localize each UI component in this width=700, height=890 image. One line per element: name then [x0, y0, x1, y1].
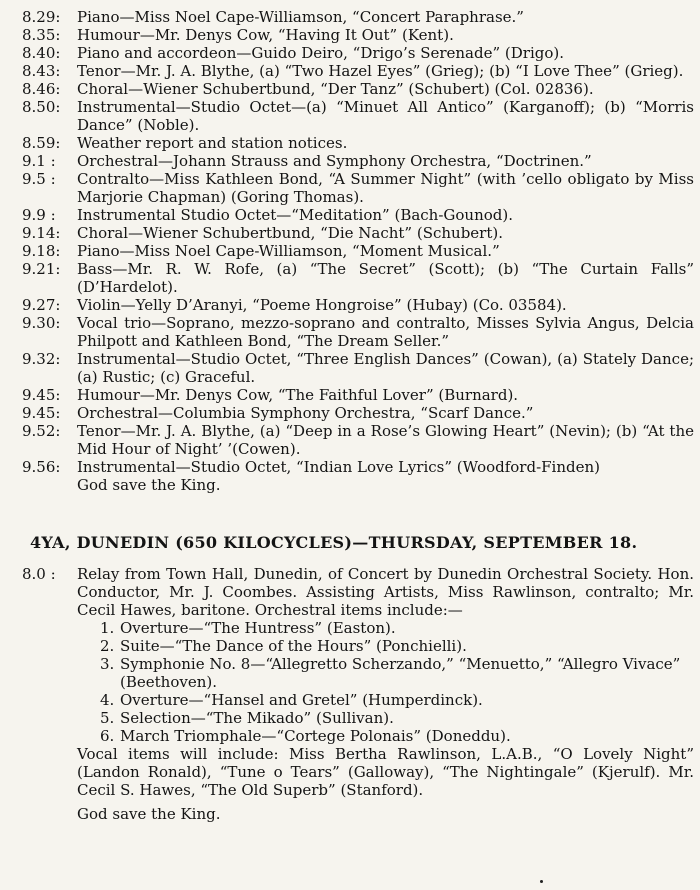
station-heading: 4YA, DUNEDIN (650 KILOCYCLES)—THURSDAY, SEPTEMBER 18. [30, 533, 638, 552]
orchestral-item [100, 637, 694, 655]
entry-text: Choral—Wiener Schubertbund, “Die Nacht” (Schubert). [77, 224, 503, 242]
schedule-entry [22, 206, 694, 224]
schedule-entry [22, 350, 694, 386]
entry-time: 8.59: [22, 134, 61, 152]
item-text: Selection—“The Mikado” (Sullivan). [120, 709, 394, 727]
relay-entry [22, 565, 694, 619]
entry-text: Orchestral—Johann Strauss and Symphony Orchestra, “Doctrinen.” [77, 152, 592, 170]
entry-text: Tenor—Mr. J. A. Blythe, (a) “Deep in a Rose’s Glowing Heart” (Nevin); (b) “At the Mid Hour of Night’ ’(Cowen). [77, 422, 694, 458]
entry-time: 8.0 : [22, 565, 56, 583]
entry-time: 9.45: [22, 386, 61, 404]
schedule-entry [22, 98, 694, 134]
schedule-entry [22, 44, 694, 62]
entry-text: Relay from Town Hall, Dunedin, of Concert by Dunedin Orchestral Society. Hon. Conductor, Mr. J. Coombes. Assisting Artists, Miss Rawlinson, contralto; Mr. Cecil Hawes, baritone. Orchestral items include:— [77, 565, 694, 619]
entry-text: Instrumental Studio Octet—“Meditation” (Bach-Gounod). [77, 206, 513, 224]
item-number: 6. [100, 727, 115, 745]
entry-time: 9.32: [22, 350, 61, 368]
entry-text: Contralto—Miss Kathleen Bond, “A Summer Night” (with ’cello obligato by Miss Marjorie Chapman) (Goring Thomas). [77, 170, 694, 206]
entry-time: 9.45: [22, 404, 61, 422]
item-text: Suite—“The Dance of the Hours” (Ponchielli). [120, 637, 467, 655]
schedule-entry [22, 80, 694, 98]
orchestral-item [100, 619, 694, 637]
item-number: 3. [100, 655, 115, 673]
schedule-entry [22, 224, 694, 242]
schedule-entry [22, 296, 694, 314]
item-text: Symphonie No. 8—“Allegretto Scherzando,” “Menuetto,” “Allegro Vivace” (Beethoven). [120, 655, 681, 691]
orchestral-item [100, 655, 694, 691]
entry-text: Humour—Mr. Denys Cow, “The Faithful Lover” (Burnard). [77, 386, 519, 404]
closing-anthem: God save the King. [77, 805, 221, 823]
item-number: 2. [100, 637, 115, 655]
item-number: 4. [100, 691, 115, 709]
entry-time: 9.30: [22, 314, 61, 332]
entry-time: 9.27: [22, 296, 61, 314]
print-speck [540, 880, 543, 883]
entry-text: Piano and accordeon—Guido Deiro, “Drigo’s Serenade” (Drigo). [77, 44, 565, 62]
entry-time: 9.1 : [22, 152, 56, 170]
orchestral-items-list [22, 619, 694, 745]
schedule-entry [22, 422, 694, 458]
entry-time: 8.29: [22, 8, 61, 26]
entry-text: Bass—Mr. R. W. Rofe, (a) “The Secret” (Scott); (b) “The Curtain Falls” (D’Hardelot). [77, 260, 694, 296]
entry-time: 9.5 : [22, 170, 56, 188]
vocal-items-paragraph [22, 745, 694, 799]
entry-time: 9.9 : [22, 206, 56, 224]
schedule-entry [22, 314, 694, 350]
orchestral-item [100, 709, 694, 727]
entry-time: 9.21: [22, 260, 61, 278]
entry-text: Humour—Mr. Denys Cow, “Having It Out” (Kent). [77, 26, 454, 44]
schedule-list-part-1 [22, 8, 694, 494]
entry-text: Violin—Yelly D’Aranyi, “Poeme Hongroise” (Hubay) (Co. 03584). [77, 296, 567, 314]
entry-text: Instrumental—Studio Octet, “Three English Dances” (Cowan), (a) Stately Dance; (a) Rustic; (c) Graceful. [77, 350, 694, 386]
item-text: Overture—“Hansel and Gretel” (Humperdinck). [120, 691, 483, 709]
entry-time: 9.18: [22, 242, 61, 260]
schedule-entry [22, 26, 694, 44]
entry-text: Vocal trio—Soprano, mezzo-soprano and contralto, Misses Sylvia Angus, Delcia Philpott and Kathleen Bond, “The Dream Seller.” [77, 314, 694, 350]
entry-text: Piano—Miss Noel Cape-Williamson, “Concert Paraphrase.” [77, 8, 524, 26]
entry-text: Weather report and station notices. [77, 134, 348, 152]
schedule-entry [22, 242, 694, 260]
schedule-entry [22, 8, 694, 26]
entry-time: 9.56: [22, 458, 61, 476]
entry-time: 8.43: [22, 62, 61, 80]
entry-text: Instrumental—Studio Octet, “Indian Love Lyrics” (Woodford-Finden) [77, 458, 601, 476]
schedule-entry [22, 260, 694, 296]
entry-text: Instrumental—Studio Octet—(a) “Minuet All Antico” (Karganoff); (b) “Morris Dance” (Noble). [77, 98, 694, 134]
orchestral-item [100, 727, 694, 745]
entry-time: 8.50: [22, 98, 61, 116]
schedule-entry [22, 386, 694, 404]
entry-text: Tenor—Mr. J. A. Blythe, (a) “Two Hazel Eyes” (Grieg); (b) “I Love Thee” (Grieg). [77, 62, 684, 80]
entry-time: 8.46: [22, 80, 61, 98]
item-number: 1. [100, 619, 115, 637]
item-number: 5. [100, 709, 115, 727]
closing-anthem: God save the King. [77, 476, 221, 494]
entry-time: 8.35: [22, 26, 61, 44]
entry-time: 9.14: [22, 224, 61, 242]
schedule-list-part-2 [22, 565, 694, 823]
schedule-entry [22, 134, 694, 152]
entry-text: Orchestral—Columbia Symphony Orchestra, “Scarf Dance.” [77, 404, 534, 422]
entry-text: Choral—Wiener Schubertbund, “Der Tanz” (Schubert) (Col. 02836). [77, 80, 594, 98]
entry-text: Piano—Miss Noel Cape-Williamson, “Moment Musical.” [77, 242, 500, 260]
schedule-entry [22, 404, 694, 422]
schedule-entry [22, 62, 694, 80]
orchestral-item [100, 691, 694, 709]
item-text: March Triomphale—“Cortege Polonais” (Doneddu). [120, 727, 511, 745]
entry-time: 8.40: [22, 44, 61, 62]
vocal-items-text: Vocal items will include: Miss Bertha Rawlinson, L.A.B., “O Lovely Night” (Landon Ronald), “Tune o Tears” (Galloway), “The Nightingale” (Kjerulf). Mr. Cecil S. Hawes, “The Old Superb” (Stanford). [77, 745, 694, 799]
item-text: Overture—“The Huntress” (Easton). [120, 619, 396, 637]
schedule-entry [22, 170, 694, 206]
entry-time: 9.52: [22, 422, 61, 440]
schedule-entry [22, 458, 694, 476]
schedule-entry [22, 152, 694, 170]
